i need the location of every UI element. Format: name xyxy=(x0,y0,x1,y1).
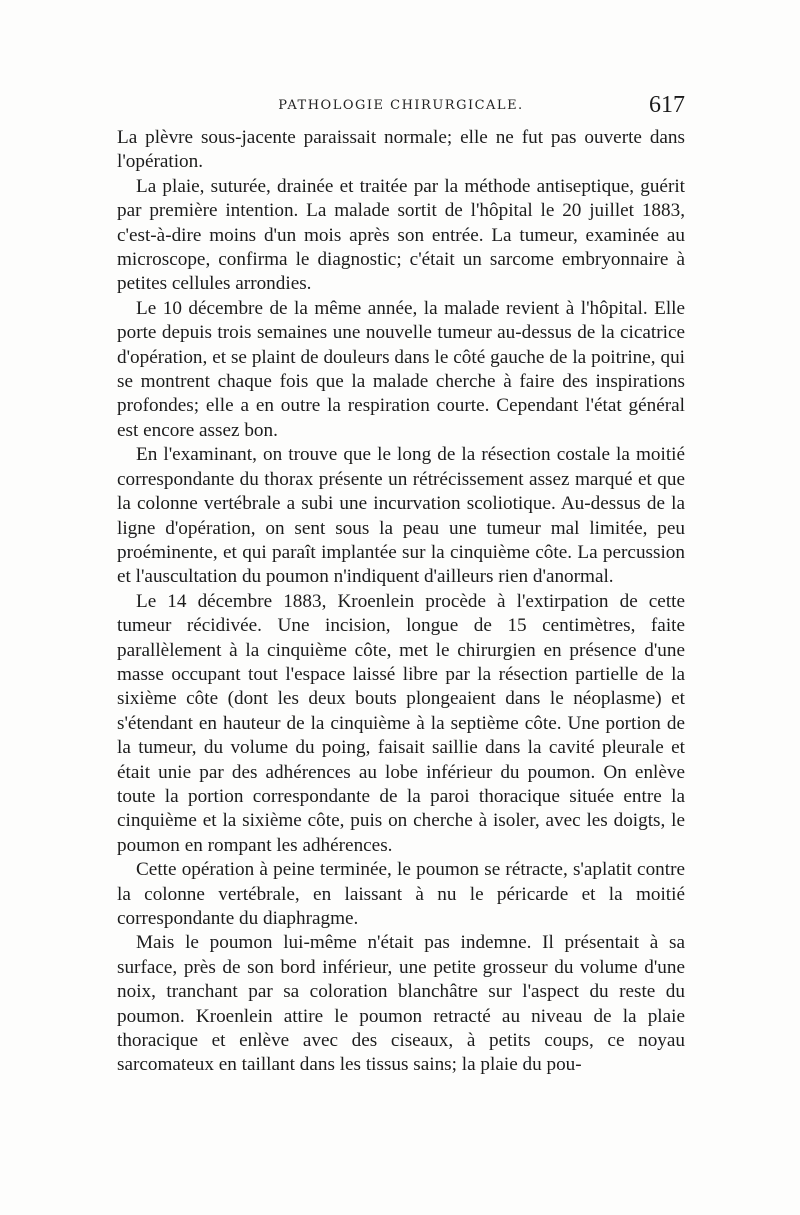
paragraph: En l'examinant, on trouve que le long de la résection costale la moitié correspondante du thorax présente un rétrécissement assez marqué et que la colonne vertébrale a subi une incurvation scoliotique. Au-dessus de la ligne d'opération, on sent sous la peau une tumeur mal limitée, peu proéminente, et qui paraît implantée sur la cinquième côte. La percussion et l'auscultation du poumon n'indiquent d'ailleurs rien d'anormal. xyxy=(117,444,685,588)
body-text xyxy=(117,126,685,1078)
paragraph: Cette opération à peine terminée, le poumon se rétracte, s'aplatit contre la colonne vertébrale, en laissant à nu le péricarde et la moitié correspondante du diaphragme. xyxy=(117,859,685,929)
page-number: 617 xyxy=(649,92,685,118)
paragraph: Le 14 décembre 1883, Kroenlein procède à l'extirpation de cette tumeur récidivée. Une incision, longue de 15 centimètres, faite parallèlement à la cinquième côte, met le chirurgien en présence d'une masse occupant tout l'espace laissé libre par la résection partielle de la sixième côte (dont les deux bouts plongeaient dans le néoplasme) et s'étendant en hauteur de la cinquième à la septième côte. Une portion de la tumeur, du volume du poing, faisait saillie dans la cavité pleurale et était unie par des adhérences au lobe inférieur du poumon. On enlève toute la portion correspondante de la paroi thoracique située entre la cinquième et la sixième côte, puis on cherche à isoler, avec les doigts, le poumon en rompant les adhérences. xyxy=(117,590,685,856)
paragraph: La plèvre sous-jacente paraissait normale; elle ne fut pas ouverte dans l'opération. xyxy=(117,127,685,173)
running-header xyxy=(117,92,685,122)
paragraph: La plaie, suturée, drainée et traitée par la méthode antiseptique, guérit par première intention. La malade sortit de l'hôpital le 20 juillet 1883, c'est-à-dire moins d'un mois après son entrée. La tumeur, examinée au microscope, confirma le diagnostic; c'était un sarcome embryonnaire à petites cellules arrondies. xyxy=(117,175,685,295)
paragraph: Mais le poumon lui-même n'était pas indemne. Il présentait à sa surface, près de son bord inférieur, une petite grosseur du volume d'une noix, tranchant par sa coloration blanchâtre sur l'aspect du reste du poumon. Kroenlein attire le poumon retracté au niveau de la plaie thoracique et enlève avec des ciseaux, à petits coups, ce noyau sarcomateux en taillant dans les tissus sains; la plaie du pou- xyxy=(117,932,685,1076)
paragraph: Le 10 décembre de la même année, la malade revient à l'hôpital. Elle porte depuis trois semaines une nouvelle tumeur au-dessus de la cicatrice d'opération, et se plaint de douleurs dans le côté gauche de la poitrine, qui se montrent chaque fois que la malade cherche à faire des inspirations profondes; elle a en outre la respiration courte. Cependant l'état général est encore assez bon. xyxy=(117,297,685,441)
running-title: PATHOLOGIE CHIRURGICALE. xyxy=(278,98,524,113)
